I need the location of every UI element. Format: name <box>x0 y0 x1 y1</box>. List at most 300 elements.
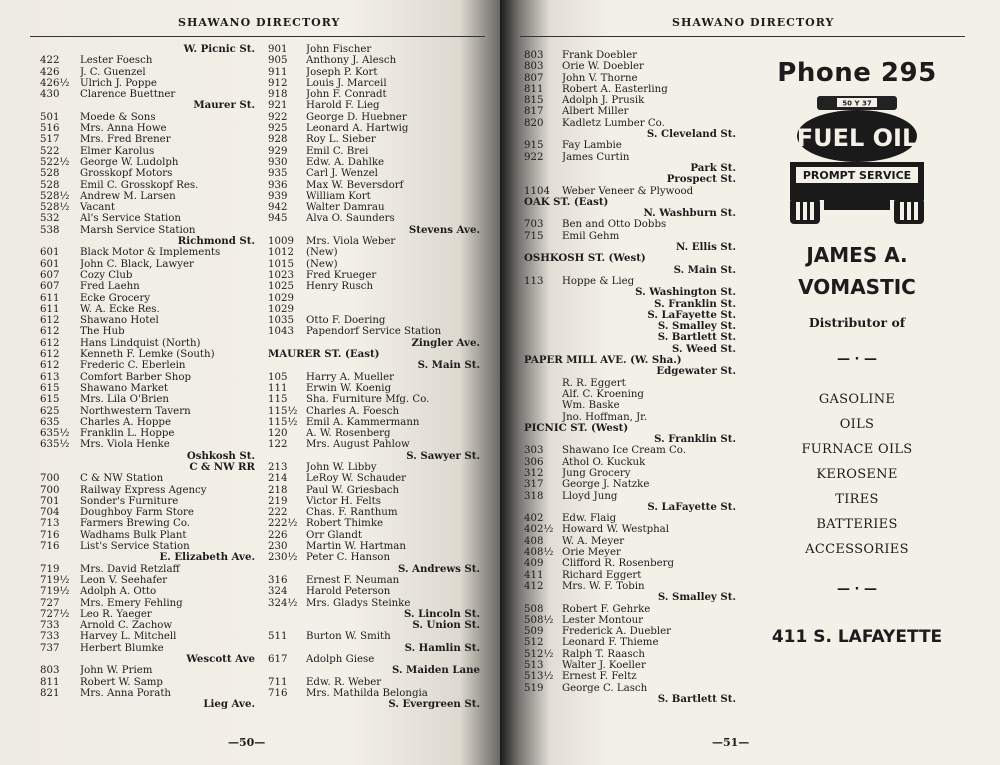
directory-entry <box>524 95 736 106</box>
resident-name: Robert F. Gehrke <box>562 603 651 615</box>
directory-entry <box>524 615 736 626</box>
resident-name: Wadhams Bulk Plant <box>80 529 187 541</box>
house-number: 528½ <box>40 190 70 202</box>
directory-entry <box>268 394 480 405</box>
directory-entry <box>524 547 736 558</box>
directory-entry <box>268 372 480 383</box>
street-heading: S. Weed St. <box>672 342 736 355</box>
resident-name: Robert W. Samp <box>80 676 163 688</box>
house-number: 1015 <box>268 258 294 270</box>
house-number: 612 <box>40 360 60 372</box>
house-number: 921 <box>268 100 288 112</box>
directory-entry <box>40 281 255 292</box>
resident-name: Comfort Barber Shop <box>80 371 191 383</box>
product-item: OILS <box>839 417 875 432</box>
house-number: 532 <box>40 213 60 225</box>
directory-entry <box>268 259 480 270</box>
house-number: 803 <box>524 61 544 73</box>
product-item: TIRES <box>835 492 879 507</box>
resident-name: Mrs. Fred Brener <box>80 134 171 146</box>
house-number: 611 <box>40 292 60 304</box>
house-number: 901 <box>268 44 288 55</box>
house-number: 945 <box>268 213 288 225</box>
resident-name: Fay Lambie <box>562 140 622 152</box>
resident-name: Erwin W. Koenig <box>306 382 392 394</box>
house-number: 615 <box>40 382 60 394</box>
directory-entry <box>524 61 736 72</box>
directory-entry <box>268 677 480 688</box>
house-number: 807 <box>524 72 544 84</box>
house-number: 821 <box>40 687 60 699</box>
directory-entry <box>40 349 255 360</box>
page-number: —51— <box>712 736 750 749</box>
house-number: 516 <box>40 123 60 135</box>
resident-name: Moede & Sons <box>80 111 156 123</box>
resident-name: Frederic C. Eberlein <box>80 360 186 372</box>
directory-entry <box>40 78 255 89</box>
resident-name: Black Motor & Implements <box>80 247 221 259</box>
street-heading: S. Main St. <box>417 359 480 372</box>
directory-entry <box>524 637 736 648</box>
house-number: 727½ <box>40 608 70 620</box>
resident-name: Elmer Karolus <box>80 145 155 157</box>
resident-name: Mrs. Anna Porath <box>80 687 171 699</box>
directory-entry <box>40 338 255 349</box>
street-heading: S. Union St. <box>412 619 480 632</box>
section-heading: MAURER ST. (East) <box>268 348 380 361</box>
resident-name: Sonder's Furniture <box>80 495 179 507</box>
resident-name: Frederick A. Duebler <box>562 626 672 638</box>
resident-name: Peter C. Hanson <box>306 552 391 564</box>
house-number: 1029 <box>268 292 294 304</box>
resident-name: Paul W. Griesbach <box>306 484 400 496</box>
house-number: 817 <box>524 106 544 118</box>
resident-name: Fred Laehn <box>80 281 140 293</box>
resident-name: Mrs. W. F. Tobin <box>562 580 645 592</box>
street-heading: S. Maiden Lane <box>391 664 480 677</box>
street-heading: S. Smalley St. <box>657 591 736 604</box>
house-number: 715 <box>524 230 544 242</box>
resident-name: Howard W. Westphal <box>562 524 670 536</box>
directory-entry <box>268 541 480 552</box>
house-number: 528 <box>40 168 60 180</box>
resident-name: Ben and Otto Dobbs <box>562 219 667 231</box>
house-number: 411 <box>524 569 544 581</box>
resident-name: Arnold C. Zachow <box>80 620 173 632</box>
resident-name: Ernest F. Feltz <box>562 671 637 683</box>
resident-name: (New) <box>306 258 338 270</box>
directory-entry <box>268 406 480 417</box>
directory-entry <box>268 530 480 541</box>
directory-entry <box>40 677 255 688</box>
directory-entry <box>524 570 736 581</box>
directory-entry <box>268 586 480 597</box>
section-heading: OSHKOSH ST. (West) <box>524 252 646 265</box>
directory-entry <box>268 518 480 529</box>
house-number: 613 <box>40 371 60 383</box>
directory-entry <box>40 620 255 631</box>
resident-name: Adolph A. Otto <box>80 586 157 598</box>
house-number: 612 <box>40 326 60 338</box>
directory-entry <box>40 123 255 134</box>
resident-name: Jno. Hoffman, Jr. <box>562 411 648 423</box>
page-header: SHAWANO DIRECTORY <box>672 16 835 29</box>
resident-name: Mrs. David Retzlaff <box>80 563 180 575</box>
header-rule <box>520 36 965 37</box>
directory-entry <box>524 479 736 490</box>
resident-name: Victor H. Felts <box>306 495 381 507</box>
house-number: 312 <box>524 467 544 479</box>
house-number: 737 <box>40 642 60 654</box>
street-heading: N. Ellis St. <box>675 241 736 254</box>
street-heading: S. Lincoln St. <box>404 607 480 620</box>
house-number: 727 <box>40 597 60 609</box>
directory-entry <box>40 326 255 337</box>
directory-entry <box>268 417 480 428</box>
resident-name: Mrs. Lila O'Brien <box>80 394 169 406</box>
house-number: 508½ <box>524 614 554 626</box>
house-number: 719 <box>40 563 60 575</box>
product-item: FURNACE OILS <box>801 442 913 457</box>
directory-column-2 <box>268 44 480 711</box>
resident-name: Al's Service Station <box>80 213 181 225</box>
house-number: 929 <box>268 145 288 157</box>
directory-entry <box>268 123 480 134</box>
directory-entry <box>268 134 480 145</box>
section-heading: OAK ST. (East) <box>524 195 609 208</box>
directory-entry <box>40 293 255 304</box>
directory-entry <box>524 468 736 479</box>
house-number: 713 <box>40 518 60 530</box>
house-number: 635½ <box>40 428 70 440</box>
resident-name: Mrs. Anna Howe <box>80 123 167 135</box>
house-number: 512½ <box>524 648 554 660</box>
street-heading: N. Washburn St. <box>643 207 736 220</box>
house-number: 803 <box>40 665 60 677</box>
directory-entry <box>524 513 736 524</box>
house-number: 218 <box>268 484 288 496</box>
house-number: 942 <box>268 202 288 214</box>
directory-entry <box>40 146 255 157</box>
directory-entry <box>268 202 480 213</box>
house-number: 528 <box>40 179 60 191</box>
resident-name: Emil C. Grosskopf Res. <box>80 179 199 191</box>
directory-entry <box>40 360 255 371</box>
directory-entry <box>40 247 255 258</box>
house-number: 105 <box>268 371 288 383</box>
directory-entry <box>524 536 736 547</box>
directory-entry <box>524 626 736 637</box>
house-number: 701 <box>40 495 60 507</box>
resident-name: Carl J. Wenzel <box>306 168 378 180</box>
directory-entry <box>524 649 736 660</box>
house-number: 719½ <box>40 574 70 586</box>
street-heading: S. Sawyer St. <box>406 449 480 462</box>
house-number: 324 <box>268 586 288 598</box>
house-number: 935 <box>268 168 288 180</box>
directory-entry <box>524 604 736 615</box>
house-number: 905 <box>268 55 288 67</box>
house-number: 402½ <box>524 524 554 536</box>
resident-name: Roy L. Sieber <box>306 134 376 146</box>
directory-entry <box>40 304 255 315</box>
resident-name: Franklin L. Hoppe <box>80 428 175 440</box>
directory-entry <box>524 84 736 95</box>
house-number: 111 <box>268 382 288 394</box>
distributor-name-line-1: JAMES A. <box>806 243 908 267</box>
resident-name: Walter Damrau <box>306 202 385 214</box>
resident-name: George C. Lasch <box>562 682 648 694</box>
street-heading: S. Smalley St. <box>657 320 736 333</box>
resident-name: Otto F. Doering <box>306 315 386 327</box>
street-heading: S. Bartlett St. <box>657 692 736 705</box>
directory-entry <box>40 191 255 202</box>
house-number: 1023 <box>268 269 294 281</box>
house-number: 936 <box>268 179 288 191</box>
resident-name: W. A. Meyer <box>562 535 625 547</box>
street-heading: S. Washington St. <box>635 286 736 299</box>
street-heading: S. LaFayette St. <box>647 308 736 321</box>
directory-entry <box>268 55 480 66</box>
house-number: 408 <box>524 535 544 547</box>
directory-entry <box>268 236 480 247</box>
resident-name: Mrs. Viola Weber <box>306 236 396 248</box>
ad-address: 411 S. LAFAYETTE <box>771 627 943 647</box>
street-heading: S. Franklin St. <box>654 433 736 446</box>
directory-entry <box>40 598 255 609</box>
truck-main-label: FUEL OIL <box>796 124 918 152</box>
truck-sub-label: PROMPT SERVICE <box>802 169 912 182</box>
house-number: 612 <box>40 349 60 361</box>
house-number: 918 <box>268 89 288 101</box>
house-number: 519 <box>524 682 544 694</box>
resident-name: Mrs. Mathilda Belongia <box>306 687 428 699</box>
directory-entry <box>268 191 480 202</box>
directory-column-1 <box>40 44 255 711</box>
directory-entry <box>524 389 736 400</box>
resident-name: Vacant <box>80 202 115 214</box>
street-heading: Stevens Ave. <box>408 223 480 236</box>
house-number: 318 <box>524 490 544 502</box>
directory-entry <box>268 315 480 326</box>
house-number: 430 <box>40 89 60 101</box>
house-number: 214 <box>268 473 288 485</box>
resident-name: James Curtin <box>562 151 630 163</box>
house-number: 513½ <box>524 671 554 683</box>
resident-name: Ecke Grocery <box>80 292 151 304</box>
directory-entry <box>524 671 736 682</box>
house-number: 412 <box>524 580 544 592</box>
fuel-truck-illustration <box>782 94 932 229</box>
resident-name: Emil Gehm <box>562 230 620 242</box>
directory-entry <box>40 394 255 405</box>
directory-entry <box>268 270 480 281</box>
house-number: 222½ <box>268 518 298 530</box>
truck-plate: 50 Y 37 <box>842 99 872 108</box>
directory-entry <box>40 530 255 541</box>
directory-entry <box>40 609 255 620</box>
directory-entry <box>268 44 480 55</box>
house-number: 635 <box>40 416 60 428</box>
house-number <box>524 400 562 411</box>
directory-entry <box>40 507 255 518</box>
street-heading: E. Elizabeth Ave. <box>159 551 255 564</box>
street-heading: C & NW RR <box>189 460 255 473</box>
directory-entry <box>40 134 255 145</box>
directory-entry <box>268 462 480 473</box>
house-number: 230 <box>268 541 288 553</box>
house-number: 939 <box>268 190 288 202</box>
directory-entry <box>40 67 255 78</box>
house-number: 607 <box>40 269 60 281</box>
product-item: KEROSENE <box>816 467 898 482</box>
house-number: 1104 <box>524 185 550 197</box>
house-number: 1009 <box>268 236 294 248</box>
resident-name: George D. Huebner <box>306 111 407 123</box>
resident-name: Louis J. Marceil <box>306 77 387 89</box>
house-number: 120 <box>268 428 288 440</box>
directory-entry <box>40 665 255 676</box>
street-heading: S. Franklin St. <box>654 297 736 310</box>
street-heading: Oshkosh St. <box>186 449 255 462</box>
house-number: 316 <box>268 574 288 586</box>
resident-name: Edw. A. Dahlke <box>306 156 385 168</box>
street-heading: Wescott Ave <box>186 653 255 666</box>
resident-name: (New) <box>306 247 338 259</box>
directory-entry <box>40 586 255 597</box>
directory-entry <box>40 473 255 484</box>
resident-name: A. W. Rosenberg <box>306 428 391 440</box>
directory-entry <box>40 575 255 586</box>
house-number: 922 <box>524 151 544 163</box>
house-number: 617 <box>268 654 288 666</box>
resident-name: Harold Peterson <box>306 586 391 598</box>
directory-entry <box>40 168 255 179</box>
directory-entry <box>40 631 255 642</box>
house-number: 122 <box>268 439 288 451</box>
product-item: ACCESSORIES <box>805 542 909 557</box>
house-number: 230½ <box>268 552 298 564</box>
product-list <box>762 387 952 562</box>
directory-entry <box>268 247 480 258</box>
resident-name: Grosskopf Motors <box>80 168 173 180</box>
resident-name: Charles A. Foesch <box>306 405 400 417</box>
resident-name: Leonard A. Hartwig <box>306 123 409 135</box>
directory-entry <box>268 168 480 179</box>
resident-name: C & NW Station <box>80 473 164 485</box>
resident-name: Doughboy Farm Store <box>80 507 194 519</box>
directory-entry <box>524 457 736 468</box>
directory-entry <box>40 518 255 529</box>
house-number: 733 <box>40 620 60 632</box>
house-number: 928 <box>268 134 288 146</box>
resident-name: Orie W. Doebler <box>562 61 644 73</box>
street-heading: W. Picnic St. <box>183 43 255 55</box>
house-number: 511 <box>268 631 288 643</box>
resident-name: Adolph J. Prusik <box>562 95 645 107</box>
resident-name: Ulrich J. Poppe <box>80 77 157 89</box>
house-number: 612 <box>40 337 60 349</box>
house-number: 607 <box>40 281 60 293</box>
resident-name: Andrew M. Larsen <box>80 190 176 202</box>
house-number: 716 <box>40 529 60 541</box>
house-number: 501 <box>40 111 60 123</box>
street-heading: S. Main St. <box>673 263 736 276</box>
resident-name: Mrs. Gladys Steinke <box>306 597 411 609</box>
street-heading: Lieg Ave. <box>203 698 255 711</box>
page-header: SHAWANO DIRECTORY <box>178 16 341 29</box>
street-heading: Maurer St. <box>193 99 255 112</box>
house-number: 115½ <box>268 405 298 417</box>
resident-name: Shawano Ice Cream Co. <box>562 445 686 457</box>
directory-column-3 <box>524 50 736 705</box>
house-number: 930 <box>268 156 288 168</box>
resident-name: Jung Grocery <box>562 467 631 479</box>
directory-entry <box>268 180 480 191</box>
directory-entry <box>40 55 255 66</box>
resident-name: Charles A. Hoppe <box>80 416 171 428</box>
house-number: 811 <box>40 676 60 688</box>
house-number: 303 <box>524 445 544 457</box>
distributor-of-label: Distributor of <box>808 315 906 330</box>
resident-name: John W. Priem <box>80 665 153 677</box>
house-number: 1029 <box>268 303 294 315</box>
house-number: 703 <box>524 219 544 231</box>
resident-name: Orr Glandt <box>306 529 362 541</box>
resident-name: Kenneth F. Lemke (South) <box>80 349 215 361</box>
house-number: 426 <box>40 66 60 78</box>
resident-name: R. R. Eggert <box>562 377 626 389</box>
house-number: 803 <box>524 50 544 61</box>
resident-name: Harold F. Lieg <box>306 100 380 112</box>
house-number: 612 <box>40 315 60 327</box>
directory-entry <box>268 89 480 100</box>
resident-name: John F. Conradt <box>306 89 387 101</box>
directory-entry <box>268 157 480 168</box>
directory-entry <box>524 660 736 671</box>
product-item: BATTERIES <box>816 517 898 532</box>
resident-name: Lester Montour <box>562 614 644 626</box>
directory-entry <box>40 270 255 281</box>
house-number: 306 <box>524 456 544 468</box>
directory-entry <box>524 106 736 117</box>
house-number: 222 <box>268 507 288 519</box>
house-number: 911 <box>268 66 288 78</box>
house-number: 426½ <box>40 77 70 89</box>
resident-name: List's Service Station <box>80 541 190 553</box>
house-number: 1035 <box>268 315 294 327</box>
resident-name: Ernest F. Neuman <box>306 574 400 586</box>
directory-entry <box>40 417 255 428</box>
resident-name: Orie Meyer <box>562 547 621 559</box>
resident-name: Kadletz Lumber Co. <box>562 117 665 129</box>
directory-entry <box>268 146 480 157</box>
directory-entry <box>40 496 255 507</box>
directory-entry <box>40 202 255 213</box>
house-number: 422 <box>40 55 60 67</box>
directory-entry <box>524 73 736 84</box>
street-heading: Edgewater St. <box>656 365 736 378</box>
house-number: 711 <box>268 676 288 688</box>
house-number: 820 <box>524 117 544 129</box>
house-number: 615 <box>40 394 60 406</box>
house-number: 409 <box>524 558 544 570</box>
directory-entry <box>40 428 255 439</box>
house-number: 517 <box>40 134 60 146</box>
resident-name: Emil C. Brei <box>306 145 369 157</box>
resident-name: Farmers Brewing Co. <box>80 518 191 530</box>
resident-name <box>306 293 480 304</box>
